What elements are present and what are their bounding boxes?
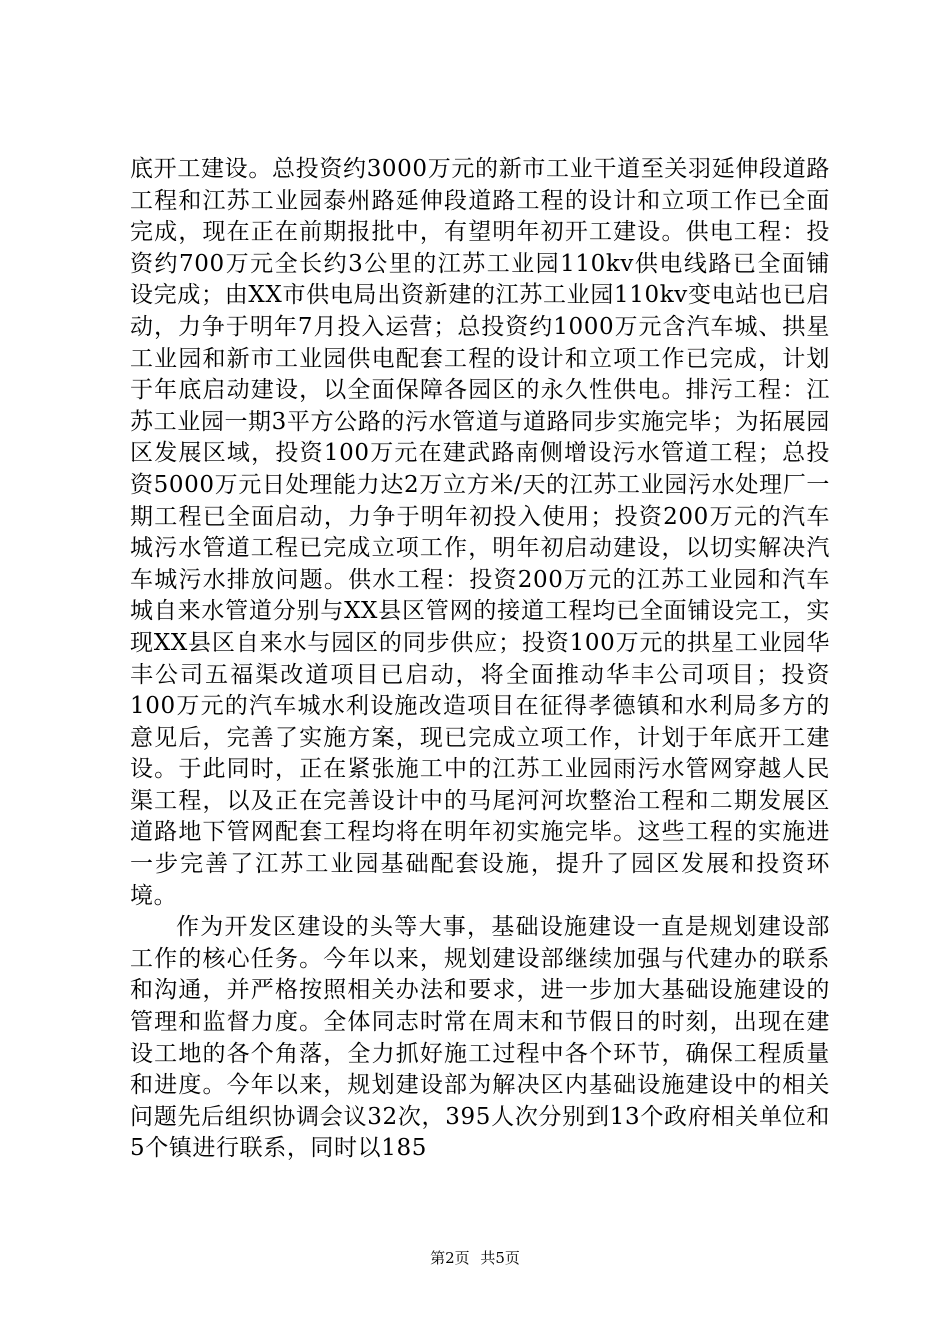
document-body	[130, 154, 830, 1165]
page-total: 共5页	[480, 1249, 520, 1267]
paragraph-2: 作为开发区建设的头等大事，基础设施建设一直是规划建设部工作的核心任务。今年以来，规划建设部继续加强与代建办的联系和沟通，并严格按照相关办法和要求，进一步加大基础设施建设的管理和监督力度。全体同志时常在周末和节假日的时刻，出现在建设工地的各个角落，全力抓好施工过程中各个环节，确保工程质量和进度。今年以来，规划建设部为解决区内基础设施建设中的相关问题先后组织协调会议32次，395人次分别到13个政府相关单位和5个镇进行联系，同时以185	[130, 914, 830, 1162]
paragraph-1: 底开工建设。总投资约3000万元的新市工业干道至关羽延伸段道路工程和江苏工业园泰州路延伸段道路工程的设计和立项工作已全面完成，现在正在前期报批中，有望明年初开工建设。供电工程：投资约700万元全长约3公里的江苏工业园110kv供电线路已全面铺设完成；由XX市供电局出资新建的江苏工业园110kv变电站也已启动，力争于明年7月投入运营；总投资约1000万元含汽车城、拱星工业园和新市工业园供电配套工程的设计和立项工作已完成，计划于年底启动建设，以全面保障各园区的永久性供电。排污工程：江苏工业园一期3平方公路的污水管道与道路同步实施完毕；为拓展园区发展区域，投资100万元在建武路南侧增设污水管道工程；总投资5000万元日处理能力达2万立方米/天的江苏工业园污水处理厂一期工程已全面启动，力争于明年初投入使用；投资200万元的汽车城污水管道工程已完成立项工作，明年初启动建设，以切实解决汽车城污水排放问题。供水工程：投资200万元的江苏工业园和汽车城自来水管道分别与XX县区管网的接道工程均已全面铺设完工，实现XX县区自来水与园区的同步供应；投资100万元的拱星工业园华丰公司五福渠改道项目已启动，将全面推动华丰公司项目；投资100万元的汽车城水利设施改造项目在征得孝德镇和水利局多方的意见后，完善了实施方案，现已完成立项工作，计划于年底开工建设。于此同时，正在紧张施工中的江苏工业园雨污水管网穿越人民渠工程，以及正在完善设计中的马尾河河坎整治工程和二期发展区道路地下管网配套工程均将在明年初实施完毕。这些工程的实施进一步完善了江苏工业园基础配套设施，提升了园区发展和投资环境。	[130, 156, 830, 909]
page-footer	[0, 1248, 950, 1268]
page-number: 第2页	[430, 1249, 470, 1267]
